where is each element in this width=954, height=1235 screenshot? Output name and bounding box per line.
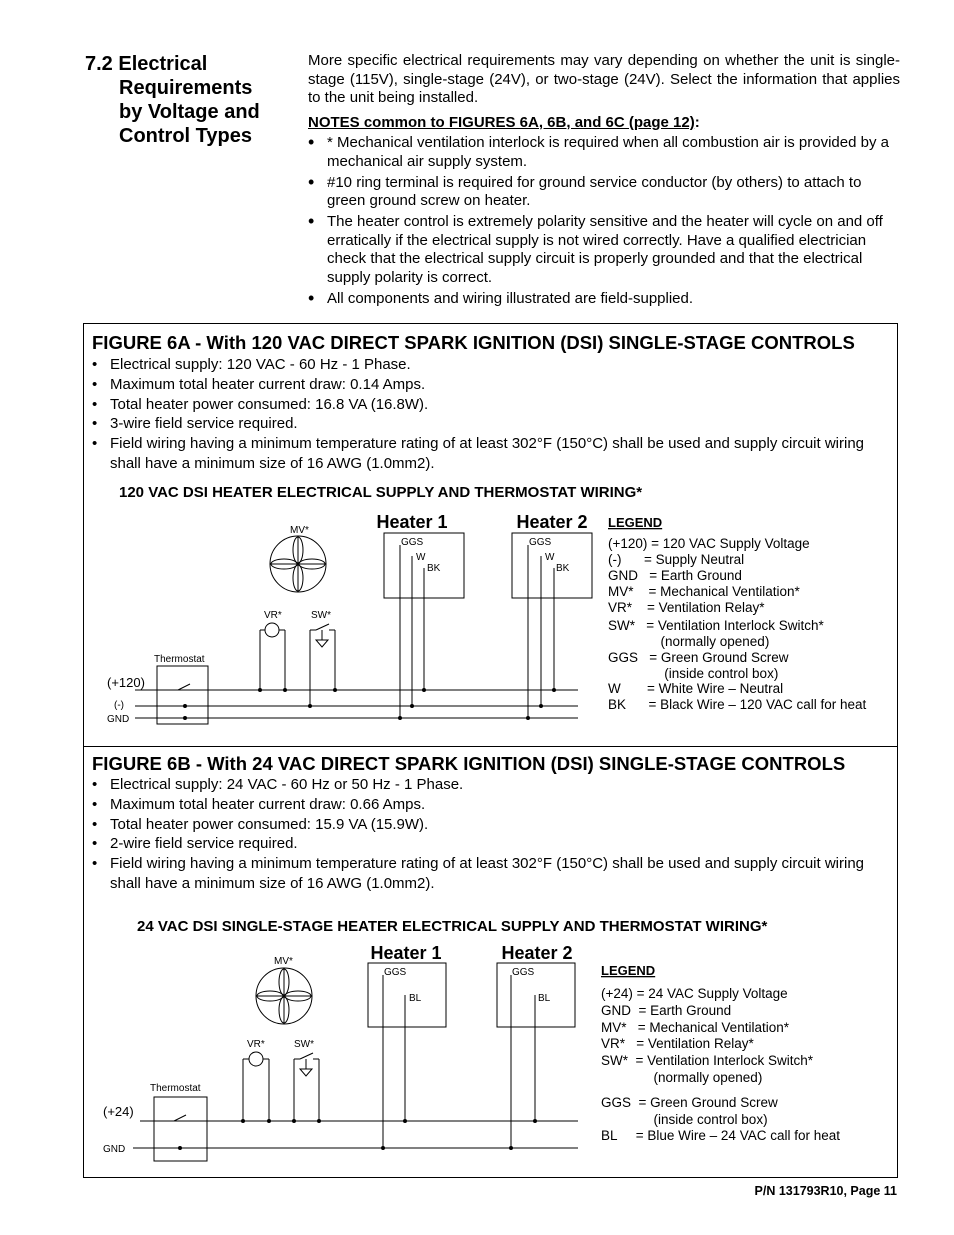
terminal-w-label: W <box>416 552 426 563</box>
figure-6b-wiring-title: 24 VAC DSI SINGLE-STAGE HEATER ELECTRICAL SUPPLY AND THERMOSTAT WIRING* <box>137 918 768 935</box>
heater-1-box <box>368 963 446 1027</box>
legend-item: GND = Earth Ground <box>601 1003 732 1018</box>
note-text: The heater control is extremely polarity sensitive and the heater will cycle on and off erratically if the electrical supply is not wired correctly. Have a qualified electrician check that the electrical supply circuit is properly grounded and that the electrical supply polarity is correct. <box>327 213 883 286</box>
section-title-line: 7.2 Electrical <box>85 53 208 75</box>
bullet-icon: • <box>92 795 98 813</box>
spec-text: Electrical supply: 120 VAC - 60 Hz - 1 Phase. <box>110 356 411 373</box>
terminal-ggs-label: GGS <box>529 537 552 548</box>
heater-2-label: Heater 2 <box>501 943 573 963</box>
legend-item: (+24) = 24 VAC Supply Voltage <box>601 986 788 1001</box>
vr-label: VR* <box>264 610 282 621</box>
heater-2-label: Heater 2 <box>516 512 588 532</box>
bullet-icon: • <box>308 132 315 152</box>
mv-label: MV* <box>290 525 309 536</box>
bullet-icon: • <box>92 776 98 793</box>
terminal-ggs-label: GGS <box>512 967 535 978</box>
thermostat-label: Thermostat <box>154 654 205 665</box>
vr-label: VR* <box>247 1039 265 1050</box>
legend-item: MV* = Mechanical Ventilation* <box>608 584 800 599</box>
supply-label: (+120) <box>107 675 145 690</box>
spec-text: Total heater power consumed: 15.9 VA (15.9W). <box>110 815 429 833</box>
spec-text: Field wiring having a minimum temperature rating of at least 302°F (150°C) shall be used and supply circuit wiring shall have a minimum size of 16 AWG (1.0mm2). <box>110 855 865 892</box>
notes-colon: : <box>694 113 700 131</box>
sw-label: SW* <box>311 610 331 621</box>
sw-label: SW* <box>294 1039 314 1050</box>
note-text: * Mechanical ventilation interlock is required when all combustion air is provided by a mechanical air supply system. <box>327 134 889 170</box>
legend-item: (normally opened) <box>601 1070 763 1085</box>
terminal-ggs-label: GGS <box>384 967 407 978</box>
bullet-icon: • <box>92 435 98 453</box>
bullet-icon: • <box>92 855 98 873</box>
mv-label: MV* <box>274 956 293 967</box>
bullet-icon: • <box>308 211 315 231</box>
legend-item: GND = Earth Ground <box>608 568 742 583</box>
figure-6a-title: FIGURE 6A - With 120 VAC DIRECT SPARK IGNITION (DSI) SINGLE-STAGE CONTROLS <box>92 332 855 353</box>
bullet-icon: • <box>92 356 98 373</box>
legend-item: VR* = Ventilation Relay* <box>608 600 765 615</box>
thermostat-label: Thermostat <box>150 1083 201 1094</box>
bullet-icon: • <box>92 815 98 833</box>
heater-1-label: Heater 1 <box>370 943 442 963</box>
bullet-icon: • <box>92 415 98 433</box>
bullet-icon: • <box>92 375 98 393</box>
legend-item: (+120) = 120 VAC Supply Voltage <box>608 536 810 551</box>
legend-item: (inside control box) <box>601 1112 768 1127</box>
legend-item: MV* = Mechanical Ventilation* <box>601 1020 789 1035</box>
neutral-label: (-) <box>114 700 124 711</box>
legend-item: (-) = Supply Neutral <box>608 552 745 567</box>
legend-item: GGS = Green Ground Screw <box>601 1095 778 1110</box>
spec-text: Maximum total heater current draw: 0.14 Amps. <box>110 375 426 393</box>
notes-title: NOTES common to FIGURES 6A, 6B, and 6C (page 12) <box>308 113 695 131</box>
terminal-bl-label: BL <box>538 993 551 1004</box>
figure-6b-title: FIGURE 6B - With 24 VAC DIRECT SPARK IGNITION (DSI) SINGLE-STAGE CONTROLS <box>92 753 846 774</box>
legend-title: LEGEND <box>608 515 663 530</box>
spec-text: Field wiring having a minimum temperature rating of at least 302°F (150°C) shall be used and supply circuit wiring shall have a minimum size of 16 AWG (1.0mm2). <box>110 435 865 472</box>
legend-item: SW* = Ventilation Interlock Switch* <box>608 618 824 633</box>
legend-item: BK = Black Wire – 120 VAC call for heat <box>608 697 867 712</box>
supply-label: (+24) <box>103 1104 134 1119</box>
bullet-icon: • <box>92 395 98 413</box>
bullet-icon: • <box>308 171 315 192</box>
legend-item: BL = Blue Wire – 24 VAC call for heat <box>601 1128 840 1143</box>
ground-label: GND <box>107 714 130 725</box>
heater-1-label: Heater 1 <box>376 512 448 532</box>
bullet-icon: • <box>92 835 98 853</box>
note-text: All components and wiring illustrated are field-supplied. <box>327 289 694 307</box>
figure-6a-wiring-title: 120 VAC DSI HEATER ELECTRICAL SUPPLY AND THERMOSTAT WIRING* <box>119 484 643 501</box>
section-title-line: Control Types <box>119 125 252 147</box>
legend-item: VR* = Ventilation Relay* <box>601 1036 754 1051</box>
legend-item: W = White Wire – Neutral <box>608 681 784 696</box>
spec-text: Electrical supply: 24 VAC - 60 Hz or 50 Hz - 1 Phase. <box>110 776 464 793</box>
thermostat-icon <box>154 1097 207 1161</box>
legend-item: (normally opened) <box>608 634 770 649</box>
section-title-line: Requirements <box>119 77 253 99</box>
mechanical-ventilation-icon <box>256 968 312 1024</box>
legend-item: GGS = Green Ground Screw <box>608 650 789 665</box>
bullet-icon: • <box>308 287 315 308</box>
ventilation-relay-icon <box>249 1052 263 1066</box>
terminal-bl-label: BL <box>409 993 422 1004</box>
legend-title: LEGEND <box>601 963 656 978</box>
terminal-bk-label: BK <box>556 563 570 574</box>
terminal-bk-label: BK <box>427 563 441 574</box>
spec-text: Total heater power consumed: 16.8 VA (16.8W). <box>110 395 429 413</box>
terminal-w-label: W <box>545 552 555 563</box>
spec-text: 2-wire field service required. <box>110 835 298 853</box>
terminal-ggs-label: GGS <box>401 537 424 548</box>
legend-6b <box>601 986 840 1143</box>
spec-text: Maximum total heater current draw: 0.66 Amps. <box>110 795 426 813</box>
page-footer: P/N 131793R10, Page 11 <box>754 1184 897 1198</box>
ground-label: GND <box>103 1144 126 1155</box>
intro-paragraph: More specific electrical requirements may vary depending on whether the unit is single-stage (115V), single-stage (24V), or two-stage (24V). Select the information that applies to the unit being installed. <box>308 52 900 106</box>
note-text: #10 ring terminal is required for ground service conductor (by others) to attach to green ground screw on heater. <box>327 173 862 209</box>
section-title-line: by Voltage and <box>119 101 260 123</box>
legend-item: (inside control box) <box>608 666 779 681</box>
legend-item: SW* = Ventilation Interlock Switch* <box>601 1053 813 1068</box>
spec-text: 3-wire field service required. <box>110 415 298 433</box>
heater-2-box <box>497 963 575 1027</box>
ventilation-switch-icon <box>294 1053 319 1121</box>
